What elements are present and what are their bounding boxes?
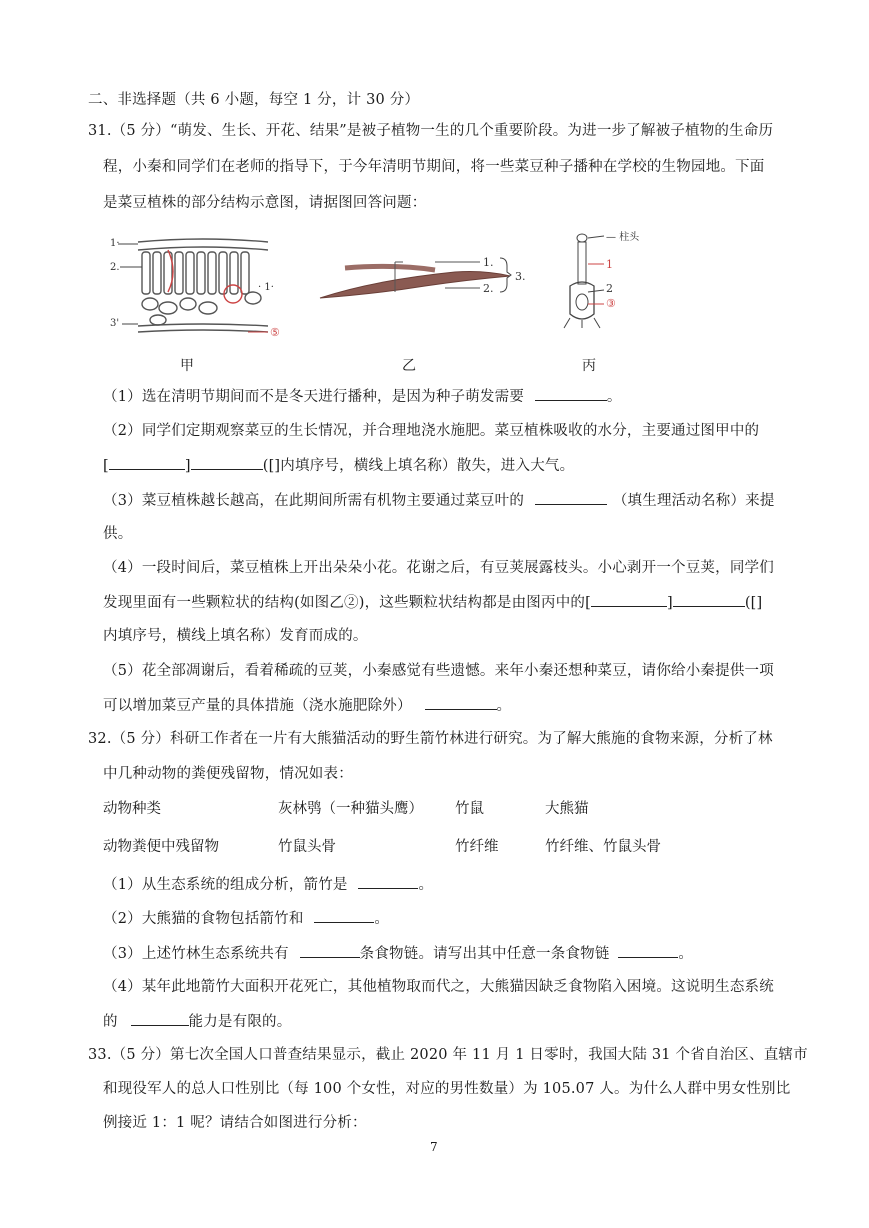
q33-intro-line-3: 例接近 1：1 呢？请结合如图进行分析： xyxy=(103,1115,367,1131)
table-header-cell: 灰林鸮（一种猫头鹰） xyxy=(278,801,423,817)
answer-blank[interactable] xyxy=(673,592,745,607)
svg-text:1.: 1. xyxy=(483,256,494,269)
q31-part-5-line-2: 可以增加菜豆产量的具体措施（浇水施肥除外） 。 xyxy=(103,695,511,716)
figure-bing-caption: 丙 xyxy=(582,358,596,374)
figure-yi-caption: 乙 xyxy=(402,358,416,374)
figure-jia-leaf-section xyxy=(108,232,298,342)
svg-text:⑤: ⑤ xyxy=(270,326,280,339)
q31-part-2-line-1: （2）同学们定期观察菜豆的生长情况，并合理地浇水施肥。菜豆植株吸收的水分，主要通过图甲中的 xyxy=(103,423,760,439)
q32-intro-line-2: 中几种动物的粪便残留物，情况如表： xyxy=(103,766,353,782)
svg-text:③: ③ xyxy=(606,297,616,310)
section-header: 二、非选择题（共 6 小题，每空 1 分，计 30 分） xyxy=(88,92,420,108)
answer-blank[interactable] xyxy=(535,490,607,505)
q33-intro-line-1: 33.（5 分）第七次全国人口普查结果显示，截止 2020 年 11 月 1 日零时，我国大陆 31 个省自治区、直辖市 xyxy=(88,1047,808,1063)
q32-part-4-line-1: （4）某年此地箭竹大面积开花死亡，其他植物取而代之，大熊猫因缺乏食物陷入困境。这说明生态系统 xyxy=(103,979,774,995)
figure-yi-bean-pod xyxy=(315,250,535,310)
table-header-cell: 大熊猫 xyxy=(545,801,589,817)
q32-part-3: （3）上述竹林生态系统共有 条食物链。请写出其中任意一条食物链 。 xyxy=(103,943,693,964)
svg-text:— 柱头: — 柱头 xyxy=(606,232,640,243)
q31-part-4-line-2: 发现里面有一些颗粒状的结构(如图乙②)，这些颗粒状结构都是由图丙中的[ ] ([] xyxy=(103,592,762,613)
table-header-cell: 动物种类 xyxy=(103,801,161,817)
answer-blank[interactable] xyxy=(109,455,185,470)
answer-blank[interactable] xyxy=(191,455,263,470)
q31-part-5-line-1: （5）花全部凋谢后，看着稀疏的豆荚，小秦感觉有些遗憾。来年小秦还想种菜豆，请你给小秦提供一项 xyxy=(103,663,774,679)
table-cell: 竹鼠头骨 xyxy=(278,839,336,855)
q33-intro-line-2: 和现役军人的总人口性别比（每 100 个女性，对应的男性数量）为 105.07 人。为什么人群中男女性别比 xyxy=(103,1081,791,1097)
q32-part-2: （2）大熊猫的食物包括箭竹和 。 xyxy=(103,908,389,929)
q31-part-4-line-3: 内填序号，横线上填名称）发育而成的。 xyxy=(103,628,368,644)
svg-text:2: 2 xyxy=(606,282,613,295)
svg-text:1·: 1· xyxy=(110,238,120,249)
q31-part-3-line-1: （3）菜豆植株越长越高，在此期间所需有机物主要通过菜豆叶的 （填生理活动名称）来提 xyxy=(103,490,775,511)
answer-blank[interactable] xyxy=(314,908,374,923)
answer-blank[interactable] xyxy=(425,695,497,710)
svg-text:2.: 2. xyxy=(483,282,494,295)
svg-text:3.: 3. xyxy=(515,270,526,283)
page-number: 7 xyxy=(430,1140,438,1154)
svg-text:3': 3' xyxy=(110,318,120,329)
answer-blank[interactable] xyxy=(300,943,360,958)
q31-part-1: （1）选在清明节期间而不是冬天进行播种，是因为种子萌发需要 。 xyxy=(103,386,622,407)
answer-blank[interactable] xyxy=(591,592,667,607)
answer-blank[interactable] xyxy=(358,874,418,889)
answer-blank[interactable] xyxy=(618,943,678,958)
svg-text:1: 1 xyxy=(606,258,613,271)
figure-bing-pistil xyxy=(560,228,660,338)
q31-part-3-line-2: 供。 xyxy=(103,526,133,542)
q32-part-4-line-2: 的 能力是有限的。 xyxy=(103,1011,291,1032)
q31-part-2-line-2: [ ] ([]内填序号，横线上填名称）散失，进入大气。 xyxy=(103,455,574,476)
table-cell: 竹纤维 xyxy=(455,839,499,855)
q31-intro-line-2: 程，小秦和同学们在老师的指导下，于今年清明节期间，将一些菜豆种子播种在学校的生物园地。下面 xyxy=(103,159,765,175)
answer-blank[interactable] xyxy=(131,1011,189,1026)
q31-intro-line-1: 31.（5 分）“萌发、生长、开花、结果”是被子植物一生的几个重要阶段。为进一步了解被子植物的生命历 xyxy=(88,123,774,139)
table-header-cell: 竹鼠 xyxy=(455,801,484,817)
q32-intro-line-1: 32.（5 分）科研工作者在一片有大熊猫活动的野生箭竹林进行研究。为了解大熊施的食物来源，分析了林 xyxy=(88,731,773,747)
svg-text:2.: 2. xyxy=(110,262,120,273)
svg-text:· 1·: · 1· xyxy=(258,282,274,293)
q32-part-1: （1）从生态系统的组成分析，箭竹是 。 xyxy=(103,874,433,895)
table-cell: 竹纤维、竹鼠头骨 xyxy=(545,839,661,855)
q31-part-4-line-1: （4）一段时间后，菜豆植株上开出朵朵小花。花谢之后，有豆荚展露枝头。小心剥开一个豆荚，同学们 xyxy=(103,560,774,576)
q31-intro-line-3: 是菜豆植株的部分结构示意图，请据图回答问题： xyxy=(103,195,427,211)
figure-jia-caption: 甲 xyxy=(180,358,194,374)
answer-blank[interactable] xyxy=(535,386,607,401)
table-cell: 动物粪便中残留物 xyxy=(103,839,219,855)
